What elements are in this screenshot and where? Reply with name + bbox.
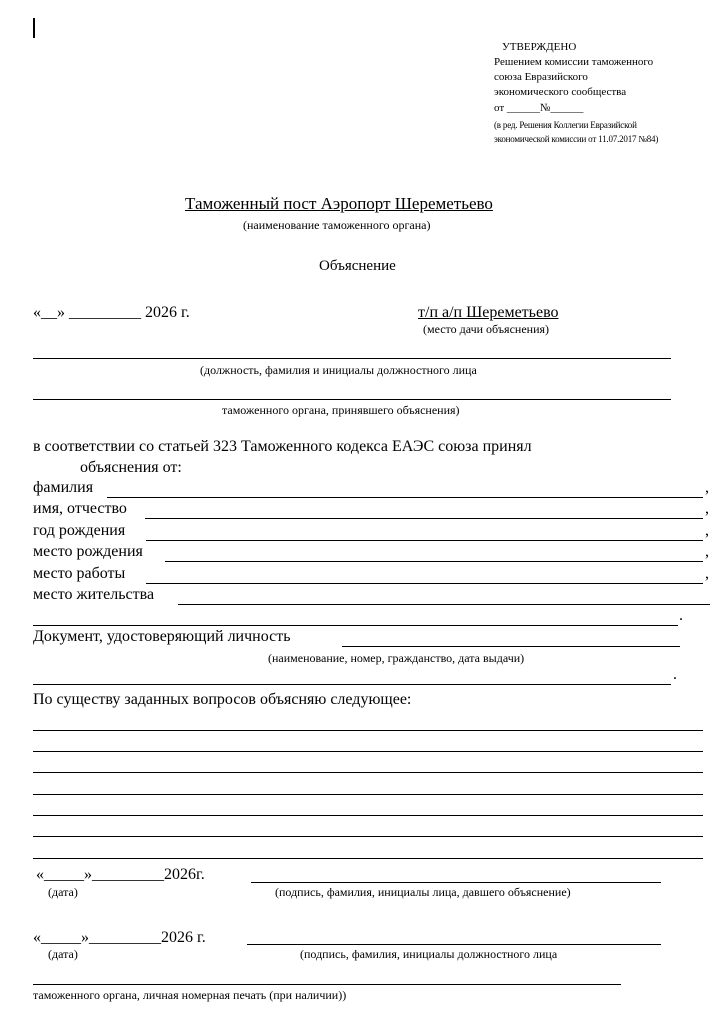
footer-line[interactable] — [33, 984, 621, 985]
approval-line: Решением комиссии таможенного — [494, 56, 654, 68]
field-comma: , — [705, 479, 709, 496]
customs-authority-name: Таможенный пост Аэропорт Шереметьево — [185, 194, 493, 213]
field-comma: , — [705, 500, 709, 517]
name-field[interactable] — [33, 500, 709, 522]
work-place-label: место работы — [33, 565, 126, 582]
work-place-field[interactable] — [33, 565, 709, 587]
identity-document-line — [342, 646, 680, 647]
birth-place-field[interactable] — [33, 543, 709, 565]
residence-continuation-field[interactable] — [33, 607, 683, 629]
explanation-line — [33, 858, 703, 859]
text-cursor — [33, 18, 35, 38]
intro-text-continued: объяснения от: — [80, 459, 182, 476]
intro-text: в соответствии со статьей 323 Таможенного кодекса ЕАЭС союза принял — [33, 438, 532, 455]
approval-heading: УТВЕРЖДЕНО — [502, 41, 577, 53]
signature1-sign-note: (подпись, фамилия, инициалы лица, давшего объяснение) — [275, 885, 571, 899]
signature2-sign-note: (подпись, фамилия, инициалы должностного лица — [300, 947, 558, 961]
document-date: «__» _________ 2026 г. — [33, 304, 190, 321]
field-period: . — [673, 666, 677, 683]
birth-year-line — [146, 540, 703, 541]
official-line-2 — [33, 399, 671, 400]
identity-document-note: (наименование, номер, гражданство, дата выдачи) — [268, 651, 525, 665]
birth-year-field[interactable] — [33, 522, 709, 544]
field-comma: , — [705, 522, 709, 539]
birth-place-label: место рождения — [33, 543, 143, 560]
residence-line — [178, 604, 710, 605]
field-comma: , — [705, 543, 709, 560]
identity-document-label: Документ, удостоверяющий личность — [33, 628, 291, 645]
explanation-line — [33, 836, 703, 837]
explanation-place-note: (место дачи объяснения) — [423, 322, 549, 336]
official-note-2: таможенного органа, принявшего объяснения) — [222, 403, 460, 417]
approval-line: экономического сообщества — [494, 86, 627, 98]
residence-field[interactable] — [33, 586, 683, 608]
signature2-date: «_____»_________2026 г. — [33, 929, 206, 946]
residence-continuation-line — [33, 625, 678, 626]
explanation-line — [33, 751, 703, 752]
identity-document-field[interactable] — [33, 628, 683, 650]
field-comma: , — [705, 565, 709, 582]
approval-revision-note: экономической комиссии от 11.07.2017 №84) — [494, 134, 659, 144]
surname-label: фамилия — [33, 479, 94, 496]
official-line-1 — [33, 358, 671, 359]
signature1-date-note: (дата) — [48, 885, 78, 899]
signature2-date-note: (дата) — [48, 947, 78, 961]
name-label: имя, отчество — [33, 500, 127, 517]
explanation-line — [33, 772, 703, 773]
name-line — [145, 518, 703, 519]
official-note-1: (должность, фамилия и инициалы должностного лица — [200, 363, 477, 377]
approval-revision-note: (в ред. Решения Коллегии Евразийской — [494, 120, 637, 130]
explanation-line — [33, 730, 703, 731]
field-period: . — [679, 607, 683, 624]
signature1-line[interactable] — [251, 882, 661, 883]
explanation-label: По существу заданных вопросов объясняю следующее: — [33, 691, 412, 708]
identity-continuation-line — [33, 684, 671, 685]
explanation-line — [33, 815, 703, 816]
footer-note: таможенного органа, личная номерная печать (при наличии)) — [33, 988, 347, 1002]
birth-place-line — [165, 561, 703, 562]
birth-year-label: год рождения — [33, 522, 126, 539]
residence-label: место жительства — [33, 586, 155, 603]
surname-field[interactable] — [33, 479, 709, 501]
approval-line: союза Евразийского — [494, 71, 588, 83]
document-title: Объяснение — [319, 258, 396, 274]
signature1-date: «_____»_________2026г. — [36, 866, 205, 883]
approval-line: от ______№______ — [494, 102, 584, 114]
surname-line — [107, 497, 703, 498]
identity-continuation-field[interactable] — [33, 666, 683, 688]
explanation-place: т/п а/п Шереметьево — [418, 304, 559, 321]
signature2-line[interactable] — [247, 944, 661, 945]
explanation-line — [33, 794, 703, 795]
work-place-line — [146, 583, 703, 584]
customs-authority-note: (наименование таможенного органа) — [243, 218, 431, 232]
